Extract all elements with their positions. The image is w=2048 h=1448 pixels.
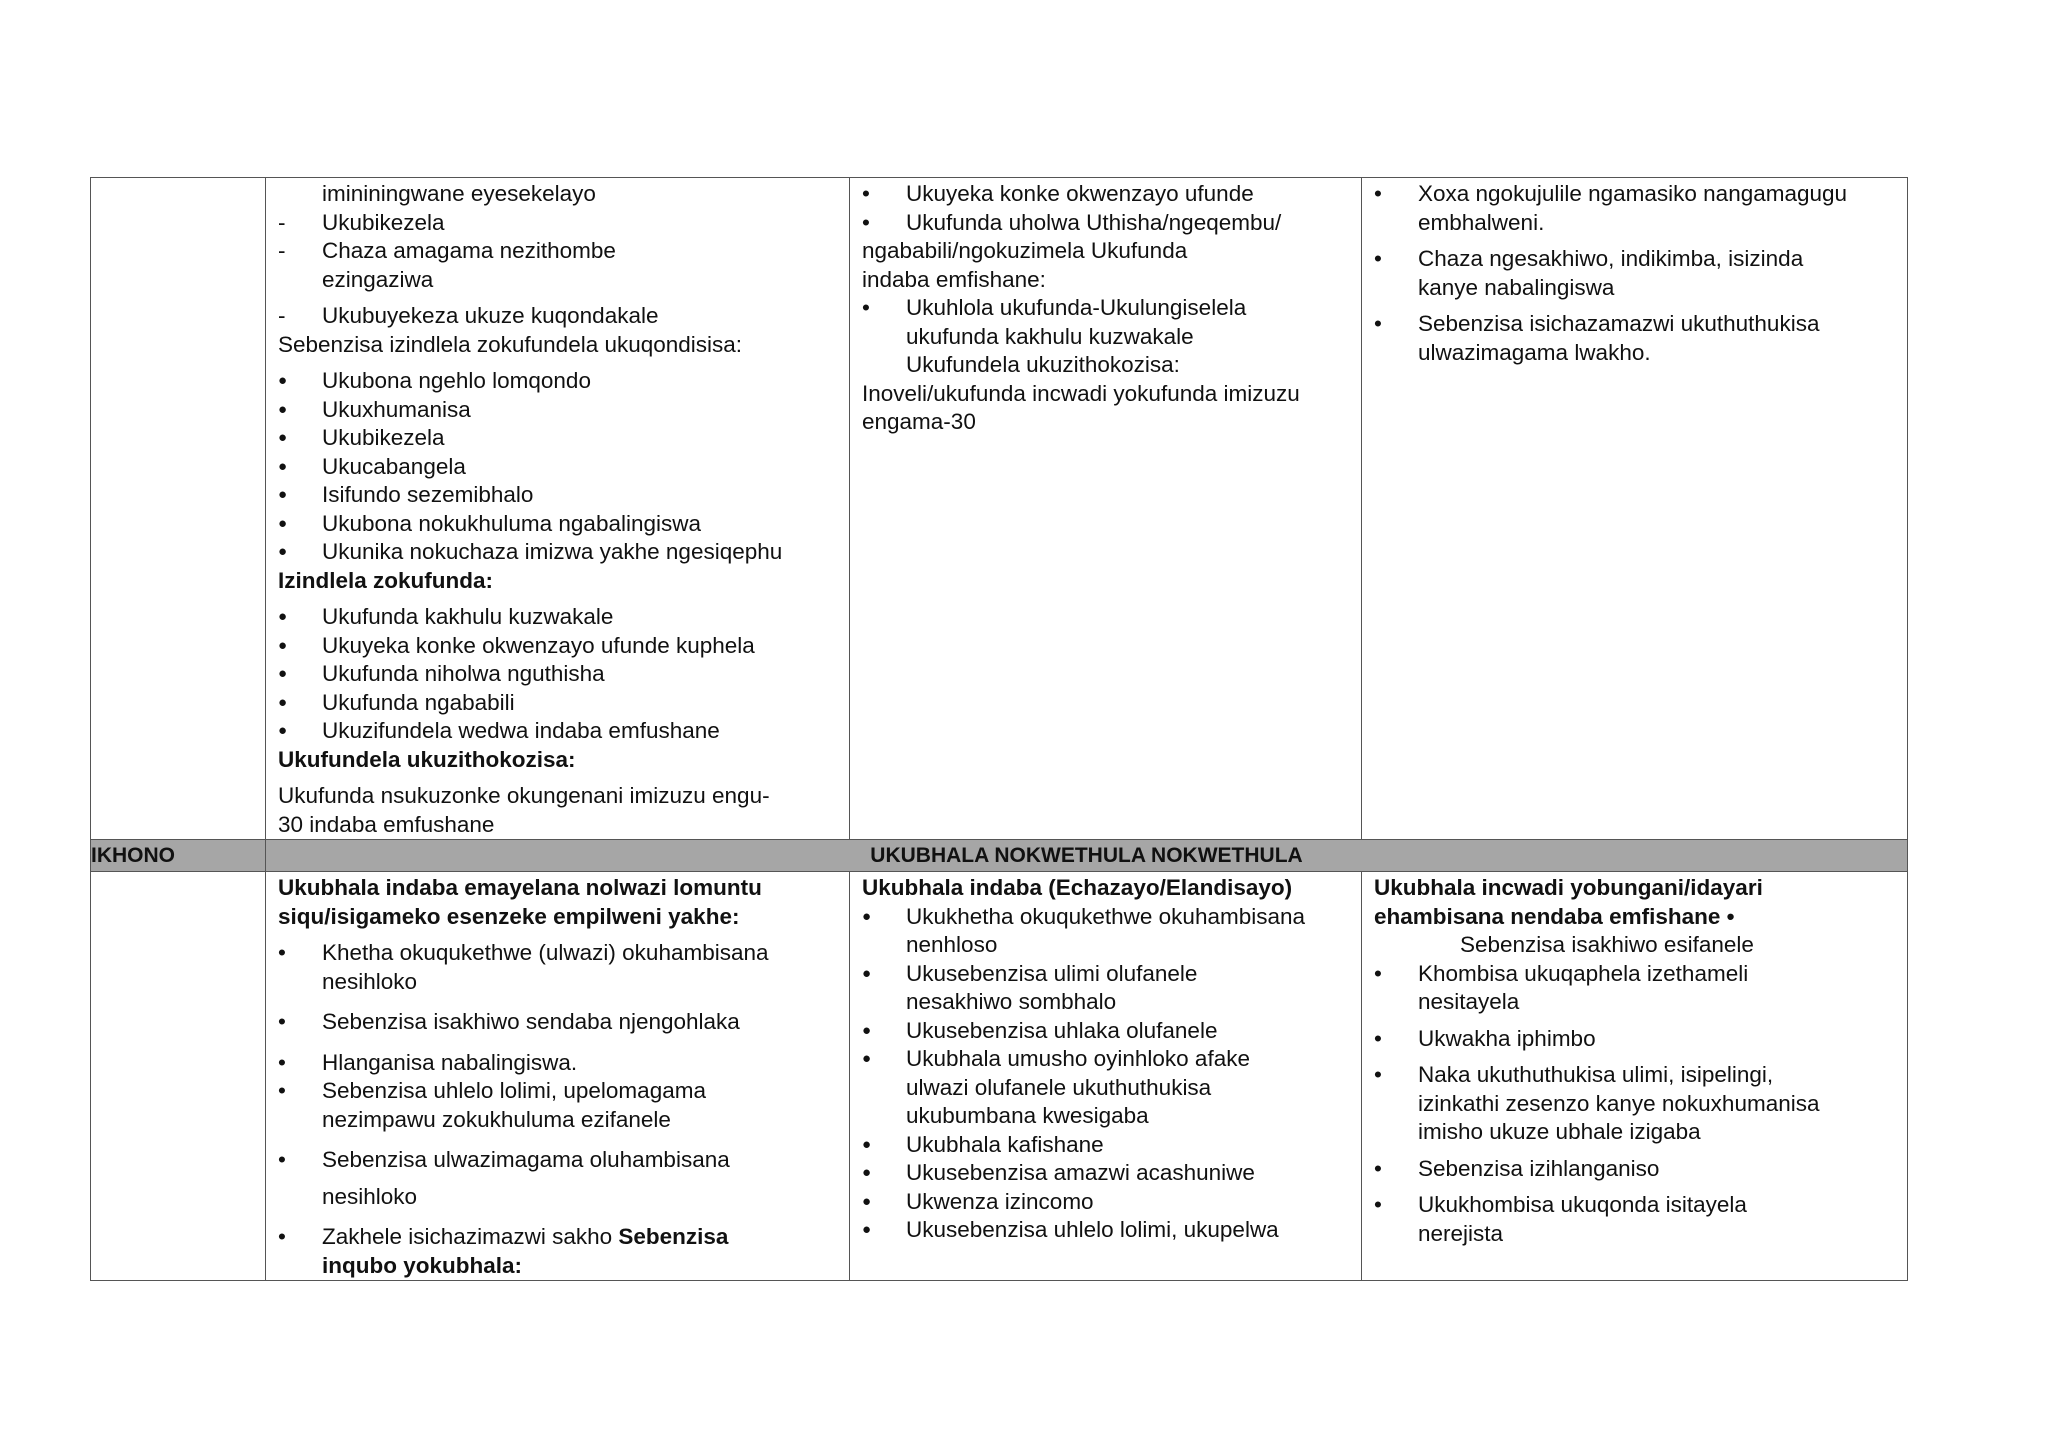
- bullet-marker: •: [1374, 1192, 1382, 1217]
- list-item-text: Ukubona nokukhuluma ngabalingiswa: [322, 510, 702, 536]
- list-item: [278, 1008, 839, 1037]
- list-item-text: Ukusebenzisa ulimi olufanele: [906, 960, 1198, 986]
- list-item: [862, 209, 1351, 238]
- list-item-text: Ukubona ngehlo lomqondo: [322, 368, 591, 393]
- text-line: Inoveli/ukufunda incwadi yokufunda imizuzu: [862, 380, 1300, 406]
- list-item: [278, 1077, 839, 1106]
- continuation-line: nesihloko: [322, 968, 418, 994]
- bullet-marker: ●: [278, 693, 288, 711]
- list-item-text: Hlanganisa nabalingiswa.: [322, 1049, 578, 1075]
- bullet-marker: ●: [278, 429, 288, 446]
- list-item: [1374, 1191, 1897, 1220]
- list-item-text: Khetha okuqukethwe (ulwazi) okuhambisana: [322, 940, 769, 965]
- bullet-marker: •: [862, 295, 870, 320]
- list-item-text: Ukunika nokuchaza imizwa yakhe ngesiqephu: [322, 539, 783, 564]
- list-item: [862, 1188, 1351, 1217]
- bullet-marker: •: [278, 940, 286, 965]
- list-item: [278, 1223, 839, 1252]
- list-item: [278, 603, 839, 632]
- list-item-text: Ukusebenzisa uhlaka olufanele: [906, 1017, 1218, 1043]
- continuation-line: nesitayela: [1418, 989, 1520, 1014]
- bullet-marker: •: [278, 1224, 286, 1249]
- text-line: 30 indaba emfushane: [278, 811, 495, 837]
- bullet-marker: •: [862, 209, 870, 235]
- list-item: [1374, 960, 1897, 989]
- bullet-marker: ●: [862, 1221, 872, 1238]
- blank-cell: [91, 178, 266, 840]
- list-item-text: Isifundo sezemibhalo: [322, 482, 534, 507]
- list-item-text: Naka ukuthuthukisa ulimi, isipelingi,: [1418, 1062, 1774, 1087]
- list-item-text: Ukubikezela: [322, 209, 445, 235]
- list-item: [278, 632, 839, 661]
- list-item: [278, 717, 839, 746]
- bullet-marker: ●: [862, 1021, 872, 1039]
- bullet-marker: ●: [862, 964, 872, 982]
- continuation-line: ulwazi olufanele ukuthuthukisa: [906, 1074, 1212, 1100]
- bullet-marker: •: [278, 1078, 286, 1103]
- bullet-marker: ●: [278, 486, 288, 503]
- continuation-line: nenhloso: [906, 932, 998, 957]
- list-item: [278, 660, 839, 689]
- continuation-line: izinkathi zesenzo kanye nokuxhumanisa: [1418, 1090, 1820, 1116]
- list-item-text: Ukufunda niholwa nguthisha: [322, 661, 605, 686]
- list-item-text: Sebenzisa ulwazimagama oluhambisana: [322, 1147, 730, 1172]
- list-item-text: Ukwakha iphimbo: [1418, 1025, 1596, 1051]
- list-item-text: Ukukhetha okuqukethwe okuhambisana: [906, 903, 1306, 929]
- list-item: [278, 424, 839, 453]
- list-item: [862, 960, 1351, 989]
- text-line: indaba emfishane:: [862, 266, 1046, 292]
- list-item-text: Ukuzifundela wedwa indaba emfushane: [322, 718, 720, 743]
- list-item-text: Sebenzisa isichazamazwi ukuthuthukisa: [1418, 311, 1820, 336]
- continuation-line: nesihloko: [322, 1183, 418, 1209]
- subheading: Izindlela zokufunda:: [278, 567, 494, 593]
- list-item: [862, 294, 1351, 323]
- list-item: [862, 1045, 1351, 1074]
- list-item: [1374, 310, 1897, 339]
- subheading: Ukubhala indaba (Echazayo/Elandisayo): [862, 875, 1293, 900]
- list-item-text: Zakhele isichazimazwi sakho: [322, 1224, 613, 1249]
- bullet-marker: •: [1374, 181, 1382, 206]
- bullet-marker: •: [278, 1049, 286, 1075]
- bullet-marker: •: [1374, 1025, 1382, 1051]
- list-item: [278, 510, 839, 539]
- bullet-marker: ●: [278, 608, 288, 625]
- bullet-marker: •: [1374, 311, 1382, 336]
- continuation-line: nesakhiwo sombhalo: [906, 989, 1117, 1014]
- list-item: [278, 538, 839, 567]
- continuation-line: inqubo yokubhala:: [322, 1252, 522, 1278]
- bullet-marker: •: [1374, 1155, 1382, 1181]
- continuation-line: ulwazimagama lwakho.: [1418, 339, 1651, 365]
- list-item-text: Chaza amagama nezithombe: [322, 238, 616, 263]
- blank-cell: [91, 872, 266, 1281]
- list-item-text: Ukubikezela: [322, 425, 445, 450]
- list-item-text: Ukubuyekeza ukuze kuqondakale: [322, 303, 659, 328]
- list-item: [862, 180, 1351, 209]
- list-item-text: Ukusebenzisa uhlelo lolimi, ukupelwa: [906, 1217, 1279, 1242]
- continuation-line: ukufunda kakhulu kuzwakale: [906, 323, 1194, 349]
- continuation-line: kanye nabalingiswa: [1418, 274, 1615, 300]
- list-item: [1374, 1025, 1897, 1054]
- continuation-line: imininingwane eyesekelayo: [322, 181, 596, 206]
- list-item-text: Chaza ngesakhiwo, indikimba, isizinda: [1418, 246, 1804, 271]
- bullet-marker: ●: [278, 636, 288, 654]
- list-item-text: Ukuyeka konke okwenzayo ufunde kuphela: [322, 632, 755, 658]
- list-item-text: Ukubhala umusho oyinhloko afake: [906, 1046, 1250, 1071]
- text-line: ngababili/ngokuzimela Ukufunda: [862, 238, 1188, 263]
- bullet-marker: ●: [862, 1135, 872, 1153]
- subheading: Ukubhala indaba emayelana nolwazi lomuntu: [278, 875, 762, 900]
- continuation-line: nerejista: [1418, 1220, 1504, 1246]
- list-item: [278, 689, 839, 718]
- list-item: [278, 237, 839, 266]
- text-line: Ukufunda nsukuzonke okungenani imizuzu engu-: [278, 783, 770, 808]
- list-item: [1374, 180, 1897, 209]
- bullet-marker: •: [1374, 1062, 1382, 1087]
- story-writing-cell: [850, 872, 1362, 1281]
- dash-marker: -: [278, 303, 286, 328]
- continuation-line: ukubumbana kwesigaba: [906, 1103, 1149, 1128]
- bullet-marker: ●: [862, 1192, 872, 1210]
- subheading: ehambisana nendaba emfishane •: [1374, 903, 1735, 929]
- continuation-line: ezingaziwa: [322, 266, 434, 292]
- text-line: Sebenzisa izindlela zokufundela ukuqondisisa:: [278, 331, 743, 357]
- list-item-text: Ukufunda ngababili: [322, 689, 515, 715]
- list-item-text: Ukuxhumanisa: [322, 396, 471, 422]
- list-item: [862, 1017, 1351, 1046]
- bullet-marker: •: [1374, 246, 1382, 271]
- list-item-text: Khombisa ukuqaphela izethameli: [1418, 960, 1749, 986]
- list-item: [278, 481, 839, 510]
- bullet-marker: ●: [278, 543, 288, 560]
- table-row: [91, 872, 1908, 1281]
- list-item: [278, 1146, 839, 1175]
- table-row: [91, 178, 1908, 840]
- list-item: [278, 302, 839, 331]
- list-item: [862, 903, 1351, 932]
- bullet-marker: ●: [278, 665, 288, 682]
- continuation-line: nezimpawu zokukhuluma ezifanele: [322, 1106, 671, 1132]
- continuation-line: imisho ukuze ubhale izigaba: [1418, 1119, 1701, 1144]
- list-item: [278, 367, 839, 396]
- list-item: [278, 939, 839, 968]
- section-title: UKUBHALA NOKWETHULA NOKWETHULA: [266, 840, 1908, 872]
- continuation-line: Ukufundela ukuzithokozisa:: [906, 352, 1180, 377]
- indented-line: Sebenzisa isakhiwo esifanele: [1460, 932, 1754, 957]
- bullet-marker: ●: [862, 1164, 872, 1181]
- list-item-text: Ukuhlola ukufunda-Ukulungiselela: [906, 295, 1247, 320]
- dash-marker: -: [278, 238, 286, 263]
- list-item: [278, 209, 839, 238]
- continuation-line: embhalweni.: [1418, 209, 1545, 235]
- skill-label: IKHONO: [91, 840, 266, 872]
- section-band: [91, 840, 1908, 872]
- list-item-text: Ukusebenzisa amazwi acashuniwe: [906, 1160, 1255, 1185]
- list-item: [278, 453, 839, 482]
- list-item: [1374, 1061, 1897, 1090]
- reading-strategies-cell: [266, 178, 850, 840]
- bullet-marker: ●: [278, 372, 288, 389]
- bullet-marker: •: [278, 1147, 286, 1172]
- list-item: [862, 1216, 1351, 1245]
- list-item-text: Xoxa ngokujulile ngamasiko nangamagugu: [1418, 181, 1848, 206]
- list-item-text: Sebenzisa isakhiwo sendaba njengohlaka: [322, 1009, 740, 1034]
- bullet-marker: •: [278, 1009, 286, 1034]
- list-item-text: Sebenzisa uhlelo lolimi, upelomagama: [322, 1078, 706, 1103]
- list-item: [278, 1049, 839, 1078]
- text-line: engama-30: [862, 409, 976, 434]
- list-item: [1374, 1155, 1897, 1184]
- bullet-marker: •: [862, 181, 870, 206]
- dash-marker: -: [278, 209, 286, 235]
- bullet-marker: ●: [862, 1050, 872, 1067]
- list-item-text: Ukufunda uholwa Uthisha/ngeqembu/: [906, 209, 1282, 235]
- reading-methods-cell: [850, 178, 1362, 840]
- list-item-text: Ukuyeka konke okwenzayo ufunde: [906, 181, 1254, 206]
- curriculum-table: [90, 177, 1908, 1281]
- list-item-text: Ukubhala kafishane: [906, 1131, 1104, 1157]
- bullet-marker: ●: [862, 907, 872, 925]
- literature-discussion-cell: [1362, 178, 1908, 840]
- friendly-letter-cell: [1362, 872, 1908, 1281]
- bullet-marker: •: [1374, 960, 1382, 986]
- list-item-text: Ukukhombisa ukuqonda isitayela: [1418, 1192, 1747, 1217]
- list-item: [862, 1131, 1351, 1160]
- subheading: siqu/isigameko esenzeke empilweni yakhe:: [278, 903, 740, 929]
- bullet-marker: ●: [278, 514, 288, 532]
- subheading: Ukufundela ukuzithokozisa:: [278, 746, 576, 772]
- personal-story-cell: [266, 872, 850, 1281]
- list-item-text: Ukwenza izincomo: [906, 1188, 1094, 1214]
- list-item: [278, 396, 839, 425]
- bold-lead-text: Sebenzisa: [618, 1224, 729, 1249]
- list-item-text: Sebenzisa izihlanganiso: [1418, 1155, 1660, 1181]
- bullet-marker: ●: [278, 722, 288, 739]
- list-item-text: Ukufunda kakhulu kuzwakale: [322, 604, 614, 629]
- list-item: [862, 1159, 1351, 1188]
- list-item: [1374, 245, 1897, 274]
- bullet-marker: ●: [278, 457, 288, 475]
- bullet-marker: ●: [278, 400, 288, 418]
- list-item-text: Ukucabangela: [322, 453, 466, 479]
- subheading: Ukubhala incwadi yobungani/idayari: [1374, 875, 1763, 900]
